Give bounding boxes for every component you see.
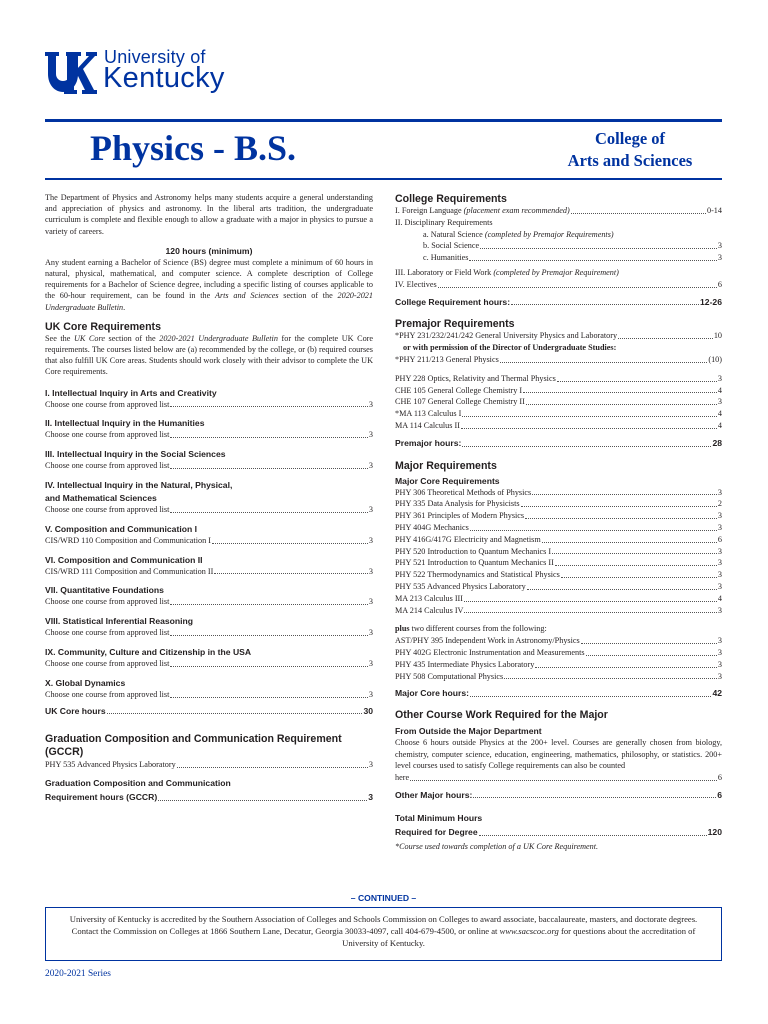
list-item <box>395 498 722 510</box>
course-hours: 4 <box>717 420 722 430</box>
core-area-hours: 3 <box>368 430 373 440</box>
college-line-1: College of <box>594 129 666 148</box>
core-area <box>45 388 373 411</box>
other-total <box>395 790 722 802</box>
core-area <box>45 418 373 441</box>
course-hours: 3 <box>717 647 722 657</box>
course-hours: 3 <box>717 636 722 646</box>
lab-row <box>395 267 722 279</box>
core-area-text: Choose one course from approved list <box>45 659 170 669</box>
course-name: PHY 535 Advanced Physics Laboratory <box>395 581 526 591</box>
course-name: PHY 228 Optics, Relativity and Thermal Physics <box>395 373 556 383</box>
list-item <box>395 635 722 647</box>
total-min-line1: Total Minimum Hours <box>395 813 483 824</box>
other-sub-heading: From Outside the Major Department <box>395 726 542 737</box>
other-total-value: 6 <box>717 789 722 800</box>
list-item <box>395 396 722 408</box>
core-area <box>45 555 373 578</box>
series-label: 2020-2021 Series <box>45 969 111 979</box>
major-core-total-label: Major Core hours: <box>395 688 470 699</box>
electives-hours: 6 <box>717 279 722 289</box>
core-area-line <box>45 399 373 411</box>
hours-para-ital: Arts and Sciences <box>214 291 279 301</box>
foreign-language-hours: 0-14 <box>706 206 722 215</box>
course-hours: 3 <box>717 546 722 556</box>
premajor-heading: Premajor Requirements <box>395 318 515 331</box>
bulletin-ital: 2020-2021 Undergraduate Bulletin <box>45 291 373 312</box>
course-hours: 3 <box>717 522 722 532</box>
course-hours: 3 <box>717 605 722 615</box>
uk-core-total <box>45 706 373 718</box>
list-item <box>395 593 722 605</box>
footnote: *Course used towards completion of a UK Core Requirement. <box>395 842 599 852</box>
total-min-label: Required for Degree <box>395 827 478 838</box>
disciplinary-label: II. Disciplinary Requirements <box>395 217 493 227</box>
core-area-line <box>45 627 373 639</box>
major-core-heading: Major Core Requirements <box>395 475 500 486</box>
hours-para-end: . <box>123 302 126 312</box>
core-area-text: CIS/WRD 110 Composition and Communication I <box>45 535 211 545</box>
hours-paragraph <box>45 257 373 313</box>
plus-line <box>395 623 722 635</box>
uk-core-p-bulletin: 2020-2021 Undergraduate Bulletin <box>159 333 278 343</box>
continued-label: – CONTINUED – <box>350 893 417 903</box>
core-area-title: VIII. Statistical Inferential Reasoning <box>45 616 194 627</box>
core-area <box>45 480 373 516</box>
core-area <box>45 616 373 639</box>
core-area-title: IX. Community, Culture and Citizenship in the USA <box>45 647 252 658</box>
core-area-hours: 3 <box>368 628 373 638</box>
uk-core-p-rest: for the complete UK Core requirements. The courses listed below are (a) recommended by the college, or (b) required courses that also fulfill UK Core areas. Students should work closely with their advisor to complete the UK Core requirements. <box>45 333 374 377</box>
course-hours: 3 <box>717 581 722 591</box>
core-area-text: Choose one course from approved list <box>45 689 170 699</box>
plus-rest: two different courses from the following: <box>411 624 547 634</box>
electives-row <box>395 279 722 291</box>
uk-logo <box>43 48 243 100</box>
course-name: PHY 521 Introduction to Quantum Mechanics II <box>395 558 554 568</box>
core-area <box>45 678 373 701</box>
left-column <box>45 192 373 804</box>
gccr-total <box>45 790 373 804</box>
uk-core-heading: UK Core Requirements <box>45 320 161 333</box>
uk-monogram-icon <box>43 50 97 96</box>
other-last-row <box>395 772 722 784</box>
lab-label: III. Laboratory or Field Work <box>395 267 492 277</box>
list-item <box>395 373 722 385</box>
premajor-alt: *PHY 211/213 General Physics <box>395 354 499 364</box>
course-name: MA 214 Calculus IV <box>395 605 464 615</box>
course-name: PHY 306 Theoretical Methods of Physics <box>395 487 532 497</box>
course-hours: 6 <box>717 534 722 544</box>
course-hours: 3 <box>717 373 722 383</box>
kentucky-text: Kentucky <box>103 62 225 94</box>
core-area-text: Choose one course from approved list <box>45 597 170 607</box>
course-name: PHY 416G/417G Electricity and Magnetism <box>395 534 541 544</box>
major-heading: Major Requirements <box>395 459 497 472</box>
list-item <box>395 420 722 432</box>
other-paragraph: Choose 6 hours outside Physics at the 200+ level. Courses are generally chosen from biology, chemistry, computer science, education, engineering, mathematics, philosophy, or statistics. 200+ level courses used to satisfy College requirements can also be counted <box>395 738 722 771</box>
plus-bold: plus <box>395 624 410 634</box>
list-item <box>395 647 722 659</box>
core-area-text: Choose one course from approved list <box>45 505 170 515</box>
uk-core-p-see: See the <box>45 333 71 343</box>
social-science-row <box>395 240 722 252</box>
list-item <box>395 534 722 546</box>
gccr-heading: Graduation Composition and Communication Requirement (GCCR) <box>45 733 342 759</box>
course-name: PHY 361 Principles of Modern Physics <box>395 511 525 521</box>
list-item <box>395 659 722 671</box>
core-area <box>45 449 373 472</box>
premajor-alt-row <box>395 354 722 366</box>
course-hours: 4 <box>717 385 722 395</box>
accreditation-box <box>45 907 722 961</box>
core-area-hours: 3 <box>368 689 373 699</box>
header-rule-bottom <box>45 178 722 180</box>
list-item <box>395 557 722 569</box>
core-area-hours: 3 <box>368 535 373 545</box>
natural-science-label: a. Natural Science <box>423 229 483 239</box>
list-item <box>395 569 722 581</box>
course-name: PHY 522 Thermodynamics and Statistical Physics <box>395 570 560 580</box>
major-elective-courses <box>395 635 722 682</box>
list-item <box>395 671 722 683</box>
core-area-title: IV. Intellectual Inquiry in the Natural, Physical, <box>45 480 233 491</box>
uk-core-total-value: 30 <box>363 705 373 716</box>
core-area-text: Choose one course from approved list <box>45 628 170 638</box>
gccr-total-value: 3 <box>368 792 373 803</box>
core-area-text: Choose one course from approved list <box>45 461 170 471</box>
total-min-value: 120 <box>707 827 722 838</box>
course-hours: 3 <box>717 397 722 407</box>
major-core-courses <box>395 487 722 617</box>
course-hours: 3 <box>717 671 722 681</box>
college-req-total-label: College Requirement hours: <box>395 296 511 307</box>
core-area-title: X. Global Dynamics <box>45 677 126 688</box>
uk-core-p-ital: UK Core <box>73 333 105 343</box>
natural-science-row <box>395 229 722 241</box>
core-area-line <box>45 596 373 608</box>
list-item <box>395 522 722 534</box>
major-core-total <box>395 688 722 700</box>
humanities-row <box>395 252 722 264</box>
premajor-or-line: or with permission of the Director of Undergraduate Studies: <box>403 343 617 353</box>
core-area-line <box>45 535 373 547</box>
accreditation-url: www.sacscoc.org <box>499 926 559 936</box>
premajor-first: *PHY 231/232/241/242 General University Physics and Laboratory <box>395 331 618 341</box>
course-hours: 4 <box>717 409 722 419</box>
foreign-language-note: (placement exam recommended) <box>463 206 570 215</box>
course-hours: 3 <box>717 570 722 580</box>
natural-science-note: (completed by Premajor Requirements) <box>484 229 614 239</box>
list-item <box>395 487 722 499</box>
core-area-title: VI. Composition and Communication II <box>45 554 203 565</box>
hours-para-text: Any student earning a Bachelor of Science (BS) degree must complete a minimum of 60 hours in natural, physical, mathematical, and computer science. A complete description of College requirements for a Bachelor of Science degree, including a specific listing of courses applicable to the 60-hour requirement, can be found in the <box>45 257 373 301</box>
course-name: PHY 520 Introduction to Quantum Mechanics I <box>395 546 552 556</box>
core-area-title: VII. Quantitative Foundations <box>45 585 164 596</box>
premajor-alt-hours: (10) <box>708 354 722 364</box>
uk-core-total-label: UK Core hours <box>45 705 106 716</box>
premajor-total-value: 28 <box>712 437 722 448</box>
course-hours: 3 <box>717 659 722 669</box>
humanities-hours: 3 <box>717 253 722 263</box>
core-area-title-2: and Mathematical Sciences <box>45 493 157 504</box>
gccr-course-name: PHY 535 Advanced Physics Laboratory <box>45 760 176 770</box>
premajor-total <box>395 438 722 450</box>
list-item <box>395 408 722 420</box>
gccr-total-label: Requirement hours (GCCR) <box>45 792 158 803</box>
core-area-line <box>45 566 373 578</box>
course-name: PHY 435 Intermediate Physics Laboratory <box>395 659 535 669</box>
core-area-title: III. Intellectual Inquiry in the Social Sciences <box>45 449 226 460</box>
core-area-hours: 3 <box>368 566 373 576</box>
gccr-course <box>45 759 373 771</box>
core-area-line <box>45 504 373 516</box>
intro-paragraph: The Department of Physics and Astronomy helps many students acquire a general understanding and appreciation of physics and astronomy. In the liberal arts tradition, the undergraduate curriculum is complete and flexible enough to allow a graduate with a major in physics to pursue a variety of careers. <box>45 193 373 236</box>
program-title: Physics - B.S. <box>90 128 297 168</box>
electives-label: IV. Electives <box>395 279 437 289</box>
accreditation-text-2: for questions about the accreditation of University of Kentucky. <box>342 926 696 948</box>
course-name: PHY 335 Data Analysis for Physicists <box>395 499 520 509</box>
foreign-language-row <box>395 205 722 217</box>
college-req-heading: College Requirements <box>395 193 507 205</box>
gccr-course-hours: 3 <box>368 760 373 770</box>
gccr-total-line1: Graduation Composition and Communication <box>45 778 231 789</box>
core-area-line <box>45 658 373 670</box>
uk-core-areas <box>45 388 373 718</box>
total-min-row <box>395 825 722 839</box>
hours-heading: 120 hours (minimum) <box>165 245 253 256</box>
list-item <box>395 385 722 397</box>
college-req-total <box>395 297 722 309</box>
other-hours: 6 <box>717 772 722 782</box>
core-area <box>45 524 373 547</box>
college-line-2: Arts and Sciences <box>567 151 693 170</box>
major-core-total-value: 42 <box>712 688 722 699</box>
foreign-language-label: I. Foreign Language <box>395 206 462 215</box>
course-name: PHY 508 Computational Physics <box>395 671 504 681</box>
course-name: CHE 105 General College Chemistry I <box>395 385 523 395</box>
core-area-title: II. Intellectual Inquiry in the Humanities <box>45 418 205 429</box>
core-area-line <box>45 460 373 472</box>
hours-para-text-2: section of the <box>283 291 333 301</box>
premajor-first-row <box>395 330 722 342</box>
course-name: PHY 404G Mechanics <box>395 522 469 532</box>
accreditation-text: University of Kentucky is accredited by the Southern Association of Colleges and Schools Commission on Colleges to award associate, baccalaureate, masters, and doctorate degrees. Contact the Commission on Colleges at 1866 Southern Lane, Decatur, Georgia 30033-4097, call 404-679-4500, or online at <box>69 914 698 936</box>
premajor-first-hours: 10 <box>713 331 722 341</box>
core-area-hours: 3 <box>368 659 373 669</box>
premajor-total-label: Premajor hours: <box>395 437 462 448</box>
course-name: CHE 107 General College Chemistry II <box>395 397 525 407</box>
course-hours: 4 <box>717 593 722 603</box>
core-area-hours: 3 <box>368 399 373 409</box>
uk-core-paragraph <box>45 333 373 378</box>
social-science-label: b. Social Science <box>423 241 480 251</box>
core-area-title: V. Composition and Communication I <box>45 523 197 534</box>
list-item <box>395 546 722 558</box>
other-heading: Other Course Work Required for the Major <box>395 709 608 722</box>
university-of-text: University of <box>104 47 206 67</box>
core-area-hours: 3 <box>368 505 373 515</box>
course-name: MA 114 Calculus II <box>395 420 460 430</box>
humanities-label: c. Humanities <box>423 253 469 263</box>
core-area-title: I. Intellectual Inquiry in Arts and Creativity <box>45 387 217 398</box>
course-hours: 3 <box>717 558 722 568</box>
other-last-text: here <box>395 772 410 782</box>
course-name: AST/PHY 395 Independent Work in Astronomy/Physics <box>395 636 580 646</box>
course-hours: 3 <box>717 487 722 497</box>
header-rule <box>45 119 722 122</box>
core-area <box>45 585 373 608</box>
college-req-total-value: 12-26 <box>700 296 722 307</box>
lab-note: (completed by Premajor Requirement) <box>493 267 619 277</box>
course-name: *MA 113 Calculus I <box>395 409 462 419</box>
core-area-text: Choose one course from approved list <box>45 399 170 409</box>
core-area-line <box>45 429 373 441</box>
uk-core-p-mid: section of the <box>108 333 156 343</box>
course-name: PHY 402G Electronic Instrumentation and Measurements <box>395 647 585 657</box>
course-hours: 3 <box>717 511 722 521</box>
college-name <box>540 128 720 172</box>
list-item <box>395 510 722 522</box>
core-area-hours: 3 <box>368 597 373 607</box>
course-name: MA 213 Calculus III <box>395 593 463 603</box>
other-total-label: Other Major hours: <box>395 789 473 800</box>
right-column <box>395 193 722 853</box>
premajor-courses <box>395 373 722 432</box>
core-area-hours: 3 <box>368 461 373 471</box>
social-science-hours: 3 <box>717 241 722 251</box>
core-area-text: Choose one course from approved list <box>45 430 170 440</box>
list-item <box>395 605 722 617</box>
core-area <box>45 647 373 670</box>
core-area-line <box>45 689 373 701</box>
list-item <box>395 581 722 593</box>
course-hours: 2 <box>717 499 722 509</box>
core-area-text: CIS/WRD 111 Composition and Communication II <box>45 566 214 576</box>
